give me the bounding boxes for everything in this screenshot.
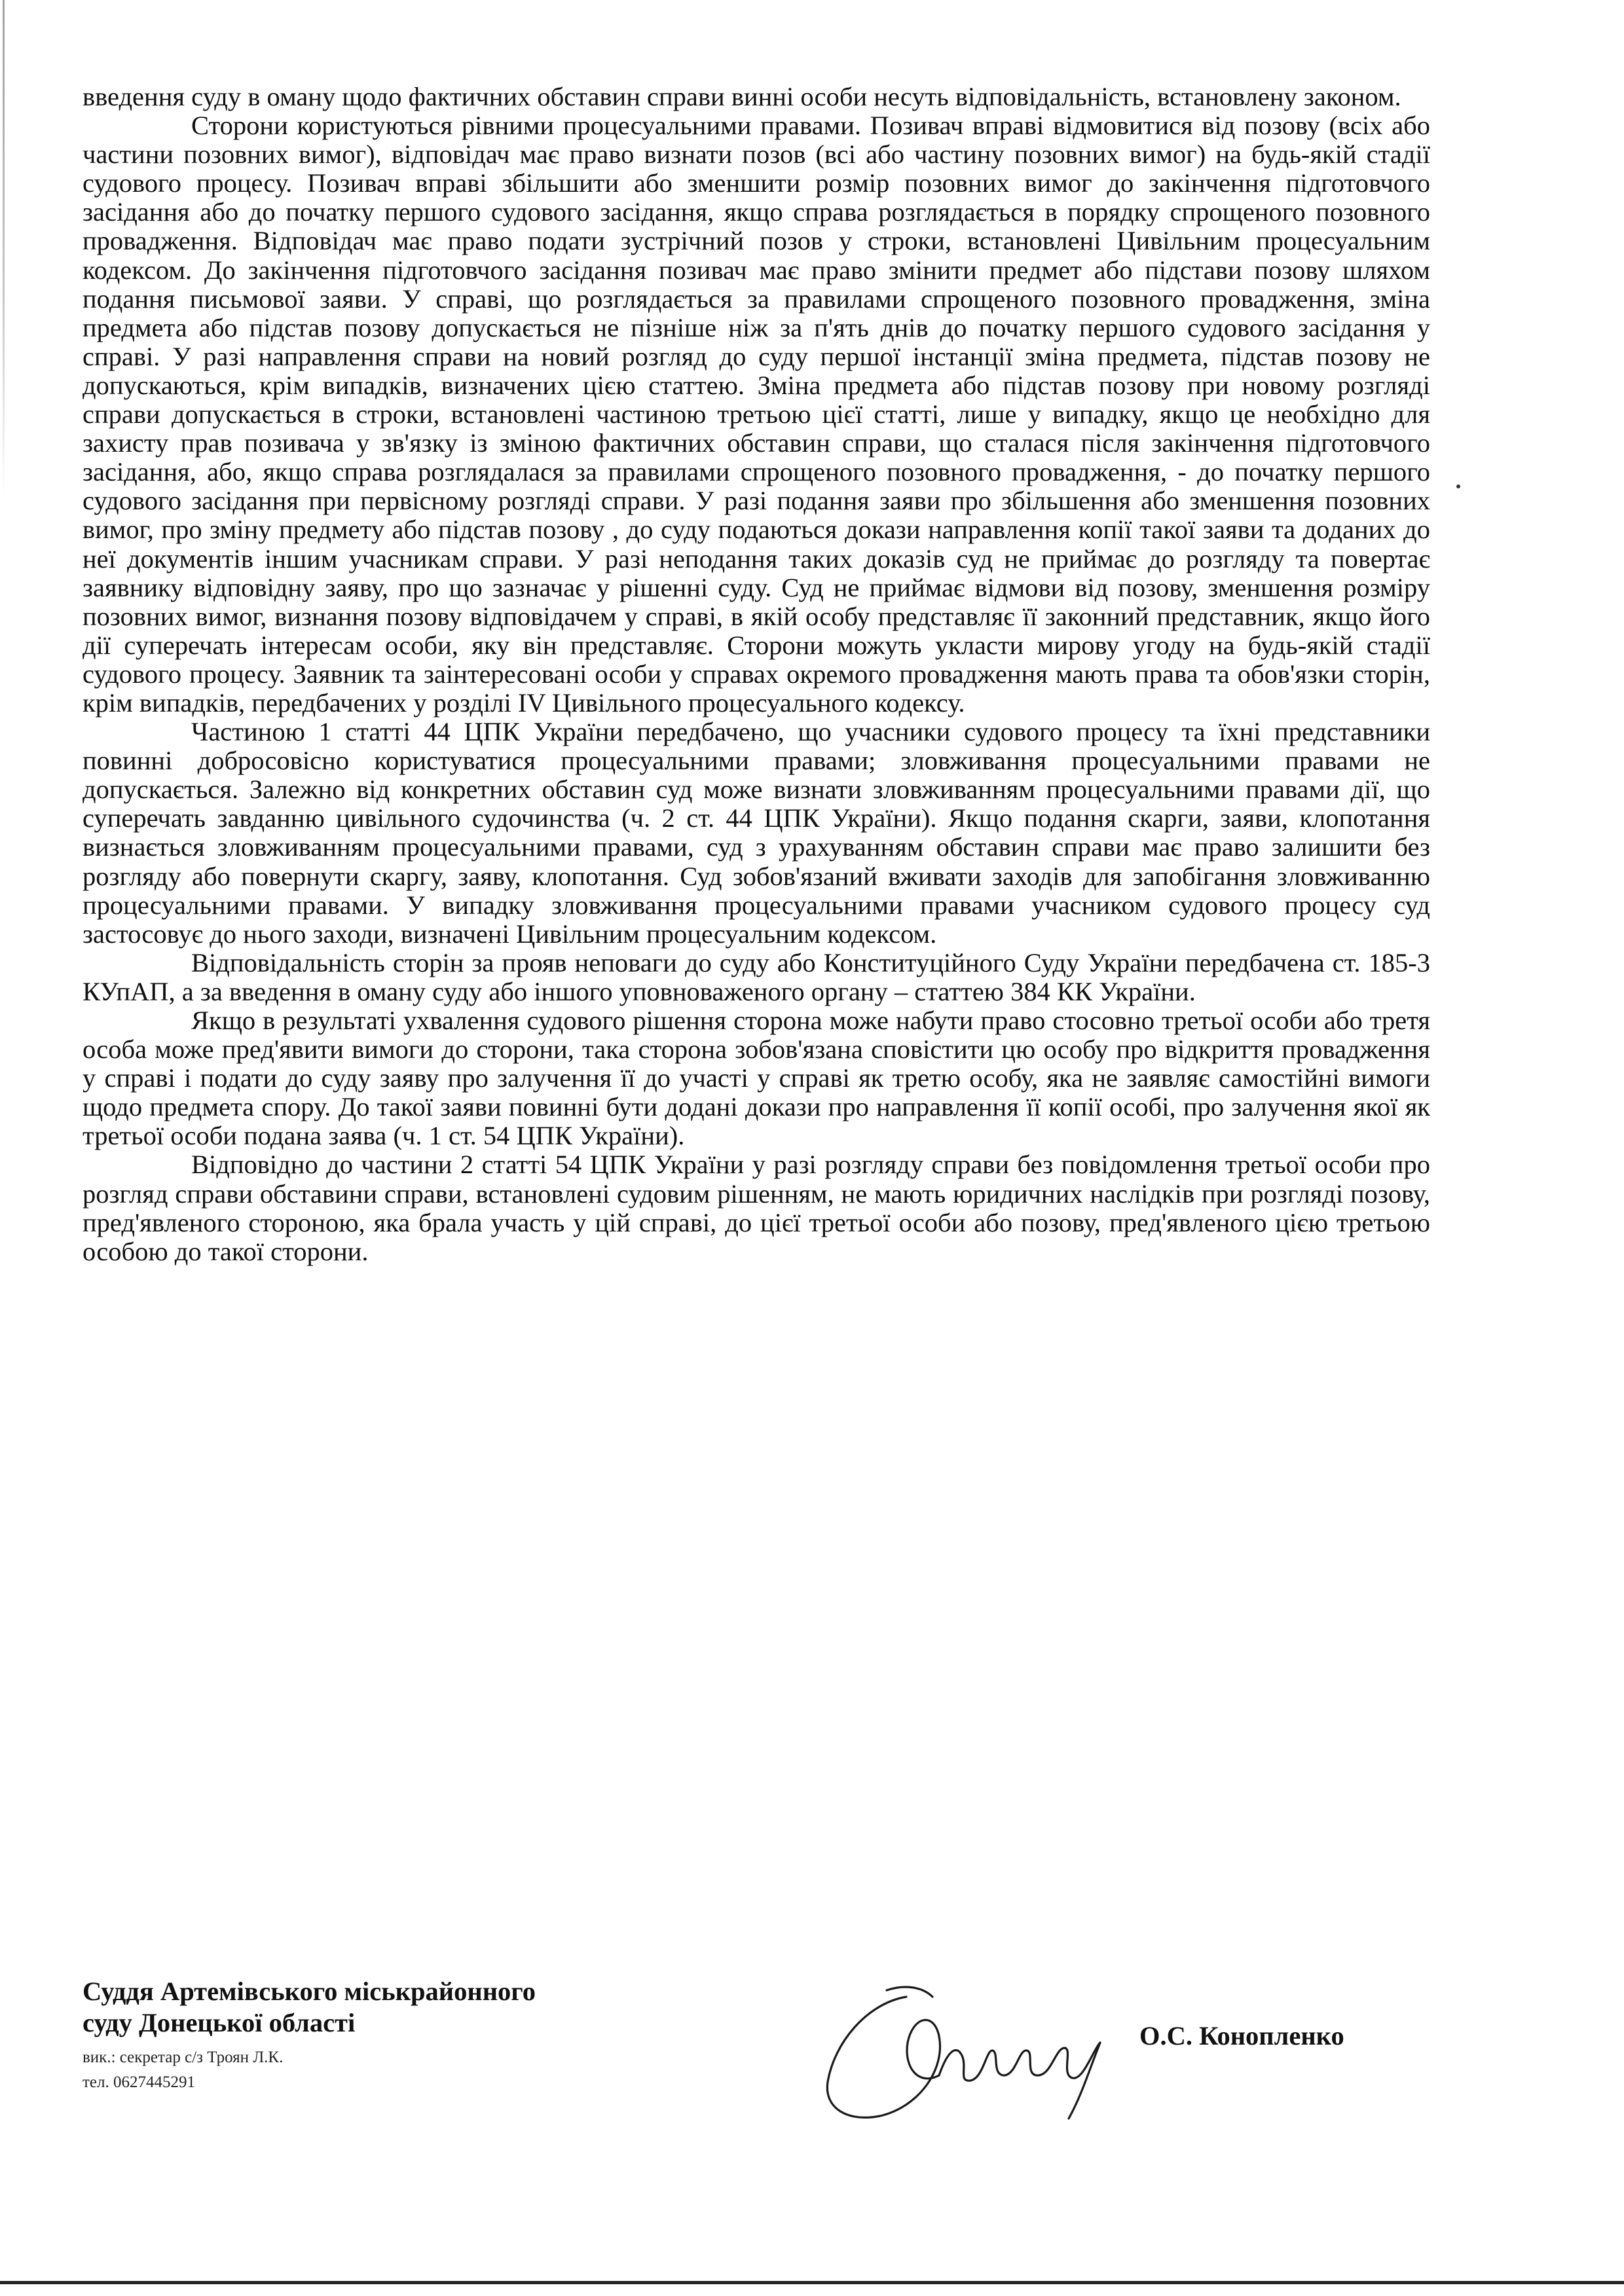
- judge-title-line-1: Суддя Артемівського міськрайонного: [83, 1977, 536, 2006]
- document-body: [83, 82, 1430, 1266]
- paragraph-third-party: Якщо в результаті ухвалення судового рішення сторона може набути право стосовно третьої особи або третя особа може пред'явити вимоги до сторони, така сторона зобов'язана сповістити цю особу про відкриття провадження у справі і подати до суду заяву про залучення її до участі у справі як третю особу, яка не заявляє самостійні вимоги щодо предмета спору. До такої заяви повинні бути додані докази про направлення її копії особі, про залучення якої як третьої особи подана заява (ч. 1 ст. 54 ЦПК України).: [83, 1006, 1430, 1151]
- paragraph-article-54: Відповідно до частини 2 статті 54 ЦПК України у разі розгляду справи без повідомлення третьої особи про розгляд справи обставини справи, встановлені судовим рішенням, не мають юридичних наслідків при розгляді позову, пред'явленого стороною, яка брала участь у цій справі, до цієї третьої особи або позову, пред'явленого цією третьою особою до такої сторони.: [83, 1150, 1430, 1266]
- scan-edge-left: [3, 0, 5, 498]
- handwritten-signature: [808, 1971, 1122, 2128]
- judge-name: О.С. Конопленко: [1139, 2021, 1344, 2050]
- judge-title-line-2: суду Донецької області: [83, 2008, 356, 2037]
- judge-title: [83, 1976, 724, 2039]
- paragraph-liability: Відповідальність сторін за прояв неповаги до суду або Конституційного Суду України передбачена ст. 185-3 КУпАП, а за введення в оману суду або іншого уповноваженого органу – статтею 384 КК України.: [83, 947, 1430, 1006]
- scan-edge-bottom: [0, 2281, 1624, 2284]
- paragraph-procedural-rights: Сторони користуються рівними процесуальними правами. Позивач вправі відмовитися від позову (всіх або частини позовних вимог), відповідач має право визнати позов (всі або частину позовних вимог) на будь-якій стадії судового процесу. Позивач вправі збільшити або зменшити розмір позовних вимог до закінчення підготовчого засідання або до початку першого судового засідання, якщо справа розглядається в порядку спрощеного позовного провадження. Відповідач має право подати зустрічний позов у строки, встановлені Цивільним процесуальним кодексом. До закінчення підготовчого засідання позивач має право змінити предмет або підстави позову шляхом подання письмової заяви. У справі, що розглядається за правилами спрощеного позовного провадження, зміна предмета або підстав позову допускається не пізніше ніж за п'ять днів до початку першого судового засідання у справі. У разі направлення справи на новий розгляд до суду першої інстанції зміна предмета, підстав позову не допускаються, крім випадків, визначених цією статтею. Зміна предмета або підстав позову при новому розгляді справи допускається в строки, встановлені частиною третьою цієї статті, лише у випадку, якщо це необхідно для захисту прав позивача у зв'язку із зміною фактичних обставин справи, що сталася після закінчення підготовчого засідання, або, якщо справа розглядалася за правилами спрощеного позовного провадження, - до початку першого судового засідання при первісному розгляді справи. У разі подання заяви про збільшення або зменшення позовних вимог, про зміну предмету або підстав позову , до суду подаються докази направлення копії такої заяви та доданих до неї документів іншим учасникам справи. У разі неподання таких доказів суд не приймає до розгляду та повертає заявнику відповідну заяву, про що зазначає у рішенні суду. Суд не приймає відмови від позову, зменшення розміру позовних вимог, визнання позову відповідачем у справі, в якій особу представляє її законний представник, якщо його дії суперечать інтересам особи, яку він представляє. Сторони можуть укласти мирову угоду на будь-якій стадії судового процесу. Заявник та заінтересовані особи у справах окремого провадження мають права та обов'язки сторін, крім випадків, передбачених у розділі IV Цивільного процесуального кодексу.: [83, 111, 1430, 718]
- signature-block: [83, 1976, 1458, 2120]
- scan-speck: [1456, 484, 1460, 488]
- phone-note: тел. 0627445291: [83, 2073, 195, 2091]
- executor-note: вик.: секретар с/з Троян Л.К.: [83, 2049, 284, 2066]
- paragraph-article-44: Частиною 1 статті 44 ЦПК України передбачено, що учасники судового процесу та їхні представники повинні добросовісно користуватися процесуальними правами; зловживання процесуальними правами не допускається. Залежно від конкретних обставин суд може визнати зловживанням процесуальними правами дії, що суперечать завданню цивільного судочинства (ч. 2 ст. 44 ЦПК України). Якщо подання скарги, заяви, клопотання визнається зловживанням процесуальними правами, суд з урахуванням обставин справи має право залишити без розгляду або повернути скаргу, заяву, клопотання. Суд зобов'язаний вживати заходів для запобігання зловживанню процесуальними правами. У випадку зловживання процесуальними правами учасником судового процесу суд застосовує до нього заходи, визначені Цивільним процесуальним кодексом.: [83, 717, 1430, 949]
- paragraph-continuation: введення суду в оману щодо фактичних обставин справи винні особи несуть відповідальність, встановлену законом.: [83, 82, 1401, 111]
